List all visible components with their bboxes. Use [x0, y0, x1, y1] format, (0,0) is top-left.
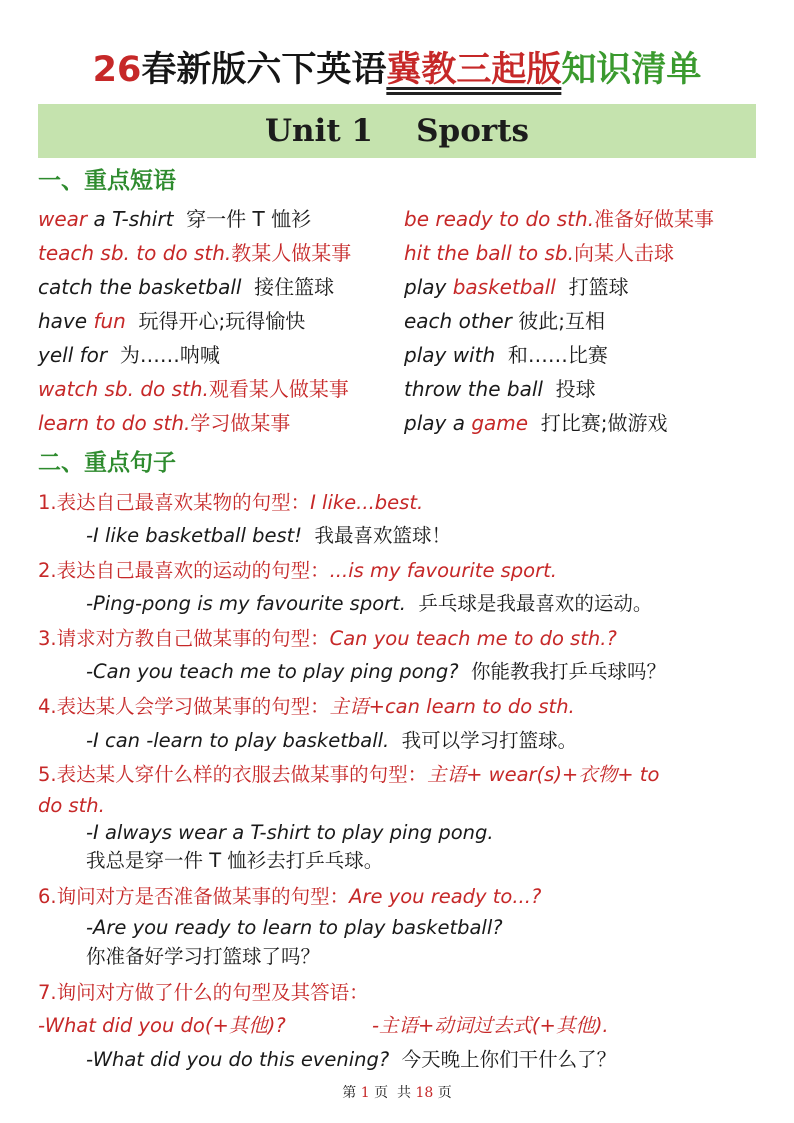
- example-cn: 你准备好学习打篮球了吗？: [86, 945, 321, 968]
- phrase-en: throw the ball: [404, 377, 543, 401]
- phrase-left-5: [38, 340, 398, 370]
- pattern-en-cont: do sth.: [38, 794, 105, 817]
- title-edition: 冀教三起版: [386, 50, 562, 90]
- page-title: [0, 42, 794, 98]
- phrase-cn: 向某人击球: [573, 241, 674, 265]
- pattern-en: 主语+can learn to do sth.: [329, 695, 575, 718]
- pattern-cn: 4.表达某人会学习做某事的句型：: [38, 695, 330, 718]
- sentence-example-6-cn: [86, 942, 320, 972]
- footer-suffix: 页: [437, 1085, 452, 1101]
- example-en: -Can you teach me to play ping pong?: [86, 660, 459, 683]
- sentence-pattern-6: [38, 882, 768, 912]
- phrase-left-3: [38, 272, 398, 302]
- sentence-pattern-5: [38, 760, 768, 790]
- section-heading-sentences: 二、重点句子: [38, 450, 176, 476]
- sentence-example-5-cn: [86, 846, 383, 876]
- phrase-en-highlight: wear: [38, 207, 88, 231]
- phrase-en: yell for: [38, 343, 108, 367]
- sentence-pattern-4: [38, 692, 768, 722]
- phrase-en: play with: [404, 343, 496, 367]
- phrase-cn: 教某人做某事: [231, 241, 352, 265]
- question-pattern: -What did you do(+其他)?: [38, 1014, 286, 1037]
- phrase-cn: 和……比赛: [495, 343, 608, 367]
- phrase-en-keyword: game: [471, 411, 529, 435]
- phrase-right-5: [404, 340, 764, 370]
- pattern-cn: 2.表达自己最喜欢的运动的句型：: [38, 559, 330, 582]
- example-cn: 我最喜欢篮球！: [302, 524, 451, 547]
- pattern-en: Are you ready to...?: [349, 885, 542, 908]
- phrase-cn: 投球: [542, 377, 596, 401]
- sentence-example-1: [86, 521, 451, 551]
- answer-pattern: -主语+动词过去式(+其他).: [372, 1014, 609, 1037]
- sentence-pattern-5-cont: [38, 791, 768, 821]
- phrase-cn: 学习做某事: [190, 411, 291, 435]
- example-cn: 你能教我打乒乓球吗？: [458, 660, 667, 683]
- pattern-cn: 6.询问对方是否准备做某事的句型：: [38, 885, 350, 908]
- phrase-left-2: [38, 238, 398, 268]
- footer-mid: 页 共: [374, 1085, 411, 1101]
- phrase-right-7: [404, 408, 764, 438]
- pattern-en: 主语+ wear(s)+衣物+ to: [427, 763, 660, 786]
- phrase-en: a T-shirt: [87, 207, 174, 231]
- phrase-en-keyword: basketball: [452, 275, 556, 299]
- phrase-cn: 打比赛;做游戏: [528, 411, 668, 435]
- phrase-right-3: [404, 272, 764, 302]
- phrase-en: have: [38, 309, 94, 333]
- sentence-qa-7: [38, 1011, 768, 1041]
- sentence-example-2: [86, 589, 652, 619]
- phrase-right-1: [404, 204, 764, 234]
- phrase-left-6: [38, 374, 398, 404]
- example-cn: 我总是穿一件 T 恤衫去打乒乓球。: [86, 849, 384, 872]
- unit-banner: Unit 1 Sports: [38, 104, 756, 158]
- phrase-en-highlight: hit the ball to sb.: [404, 241, 574, 265]
- phrase-left-1: [38, 204, 398, 234]
- section-heading-phrases: 一、重点短语: [38, 168, 176, 194]
- sentence-example-6-en: [86, 913, 503, 943]
- pattern-cn: 1.表达自己最喜欢某物的句型：: [38, 491, 311, 514]
- title-year: 26: [92, 50, 142, 90]
- example-cn: 今天晚上你们干什么了？: [389, 1048, 617, 1071]
- sentence-pattern-1: [38, 488, 768, 518]
- sentence-example-7: [86, 1045, 616, 1075]
- page-total: 18: [415, 1085, 434, 1101]
- title-list: 知识清单: [561, 50, 702, 90]
- phrase-en-highlight: watch sb. do sth.: [38, 377, 209, 401]
- phrase-cn: 打篮球: [555, 275, 629, 299]
- sentence-pattern-7: [38, 978, 768, 1008]
- phrase-en: play: [404, 275, 453, 299]
- phrase-en-highlight: learn to do sth.: [38, 411, 191, 435]
- phrase-cn: 为……呐喊: [107, 343, 220, 367]
- phrase-right-6: [404, 374, 764, 404]
- pattern-cn: 3.请求对方教自己做某事的句型：: [38, 627, 330, 650]
- pattern-cn: 7.询问对方做了什么的句型及其答语：: [38, 981, 369, 1004]
- example-en: -Ping-pong is my favourite sport.: [86, 592, 406, 615]
- phrase-cn: 准备好做某事: [594, 207, 715, 231]
- phrase-en-highlight: teach sb. to do sth.: [38, 241, 232, 265]
- phrase-en: catch the basketball: [38, 275, 242, 299]
- phrase-left-4: [38, 306, 398, 336]
- example-en: -I always wear a T-shirt to play ping pong.: [86, 821, 494, 844]
- sentence-pattern-2: [38, 556, 768, 586]
- example-cn: 乒乓球是我最喜欢的运动。: [406, 592, 653, 615]
- phrase-left-7: [38, 408, 398, 438]
- page-footer: [0, 1082, 794, 1102]
- sentence-example-5-en: [86, 818, 494, 848]
- phrase-right-2: [404, 238, 764, 268]
- footer-prefix: 第: [342, 1085, 357, 1101]
- phrase-en-keyword: fun: [93, 309, 126, 333]
- page-number: 1: [360, 1085, 370, 1101]
- pattern-en: I like...best.: [310, 491, 424, 514]
- phrase-cn: 彼此;互相: [511, 309, 605, 333]
- phrase-en-highlight: be ready to do sth.: [404, 207, 595, 231]
- phrase-en: each other: [404, 309, 512, 333]
- pattern-en: Can you teach me to do sth.?: [329, 627, 617, 650]
- sentence-example-3: [86, 657, 666, 687]
- pattern-en: ...is my favourite sport.: [329, 559, 557, 582]
- example-en: -What did you do this evening?: [86, 1048, 390, 1071]
- example-en: -Are you ready to learn to play basketball?: [86, 916, 503, 939]
- phrase-right-4: [404, 306, 764, 336]
- phrase-cn: 接住篮球: [241, 275, 335, 299]
- phrase-cn: 穿一件 T 恤衫: [173, 207, 312, 231]
- phrase-en: play a: [404, 411, 472, 435]
- pattern-cn: 5.表达某人穿什么样的衣服去做某事的句型：: [38, 763, 428, 786]
- phrase-cn: 玩得开心;玩得愉快: [125, 309, 306, 333]
- sentence-pattern-3: [38, 624, 768, 654]
- example-en: -I like basketball best!: [86, 524, 303, 547]
- title-grade: 春新版六下英语: [141, 50, 387, 90]
- sentence-example-4: [86, 726, 577, 756]
- phrase-cn: 观看某人做某事: [208, 377, 349, 401]
- example-en: -I can -learn to play basketball.: [86, 729, 390, 752]
- example-cn: 我可以学习打篮球。: [389, 729, 578, 752]
